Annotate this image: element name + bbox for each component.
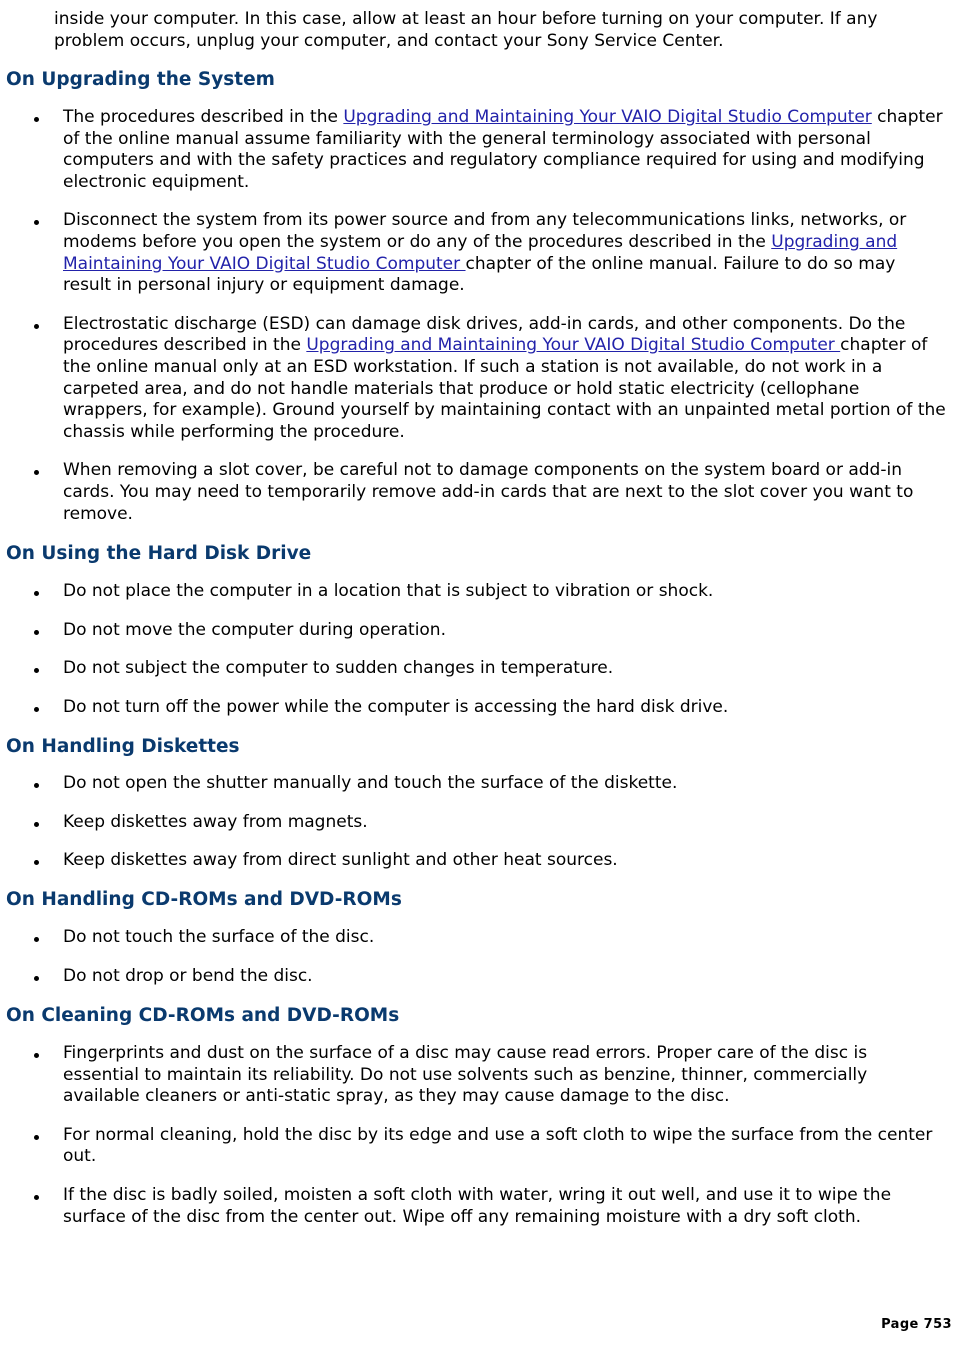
list-item: Do not touch the surface of the disc. bbox=[0, 927, 950, 949]
page-number: Page 753 bbox=[881, 1317, 952, 1332]
list-item bbox=[0, 210, 950, 296]
item-text: chapter of the online manual assume familiarity with the general terminology associated with personal computers and with the safety practices and regulatory compliance required for using and modifying electronic equipment. bbox=[63, 107, 943, 192]
list-diskettes bbox=[0, 773, 950, 889]
list-item: Do not turn off the power while the computer is accessing the hard disk drive. bbox=[0, 697, 950, 719]
list-handling-cd bbox=[0, 927, 950, 1004]
manual-chapter-link[interactable]: Upgrading and Maintaining Your VAIO Digital Studio Computer bbox=[306, 335, 841, 356]
list-item: Do not drop or bend the disc. bbox=[0, 966, 950, 988]
list-item: For normal cleaning, hold the disc by its edge and use a soft cloth to wipe the surface from the center out. bbox=[0, 1125, 950, 1168]
list-upgrading bbox=[0, 107, 950, 542]
list-hard-disk bbox=[0, 581, 950, 735]
list-item: Keep diskettes away from direct sunlight and other heat sources. bbox=[0, 850, 950, 872]
heading-hard-disk: On Using the Hard Disk Drive bbox=[6, 543, 312, 564]
list-item: Do not move the computer during operation. bbox=[0, 620, 950, 642]
item-text: Disconnect the system from its power source and from any telecommunications links, networks, or modems before you open the system or do any of the procedures described in the bbox=[63, 210, 907, 252]
list-item: Fingerprints and dust on the surface of a disc may cause read errors. Proper care of the disc is essential to maintain its reliability. Do not use solvents such as benzine, thinner, commercially available cleaners or anti-static spray, as they may cause damage to the disc. bbox=[0, 1043, 950, 1108]
list-item: Keep diskettes away from magnets. bbox=[0, 812, 950, 834]
heading-handling-cd: On Handling CD-ROMs and DVD-ROMs bbox=[6, 889, 402, 910]
list-item: Do not subject the computer to sudden changes in temperature. bbox=[0, 658, 950, 680]
heading-diskettes: On Handling Diskettes bbox=[6, 736, 240, 757]
list-item bbox=[0, 314, 950, 444]
list-item: When removing a slot cover, be careful not to damage components on the system board or add-in cards. You may need to temporarily remove add-in cards that are next to the slot cover you want to remove. bbox=[0, 460, 950, 525]
list-item: Do not open the shutter manually and touch the surface of the diskette. bbox=[0, 773, 950, 795]
heading-cleaning-cd: On Cleaning CD-ROMs and DVD-ROMs bbox=[6, 1005, 400, 1026]
manual-chapter-link[interactable]: Upgrading and Maintaining Your VAIO Digital Studio Computer bbox=[63, 231, 898, 274]
item-text: The procedures described in the bbox=[63, 107, 344, 127]
list-cleaning-cd bbox=[0, 1043, 950, 1245]
list-item: Do not place the computer in a location that is subject to vibration or shock. bbox=[0, 581, 950, 603]
item-text: chapter of the online manual only at an ESD workstation. If such a station is not available, do not work in a carpeted area, and do not handle materials that produce or hold static electricity (cellophane wrappers, for example). Ground yourself by maintaining contact with an unpainted metal portion of the chassis while performing the procedure. bbox=[63, 335, 946, 442]
intro-paragraph: inside your computer. In this case, allow at least an hour before turning on your computer. If any problem occurs, unplug your computer, and contact your Sony Service Center. bbox=[54, 9, 878, 51]
list-item bbox=[0, 107, 950, 193]
manual-chapter-link[interactable]: Upgrading and Maintaining Your VAIO Digital Studio Computer bbox=[343, 107, 872, 127]
item-text: Electrostatic discharge (ESD) can damage disk drives, add-in cards, and other components. Do the procedures described in the bbox=[63, 313, 906, 356]
list-item: If the disc is badly soiled, moisten a soft cloth with water, wring it out well, and use it to wipe the surface of the disc from the center out. Wipe off any remaining moisture with a dry soft cloth. bbox=[0, 1185, 950, 1228]
heading-upgrading: On Upgrading the System bbox=[6, 69, 275, 90]
item-text: chapter of the online manual. Failure to do so may result in personal injury or equipment damage. bbox=[63, 253, 896, 296]
